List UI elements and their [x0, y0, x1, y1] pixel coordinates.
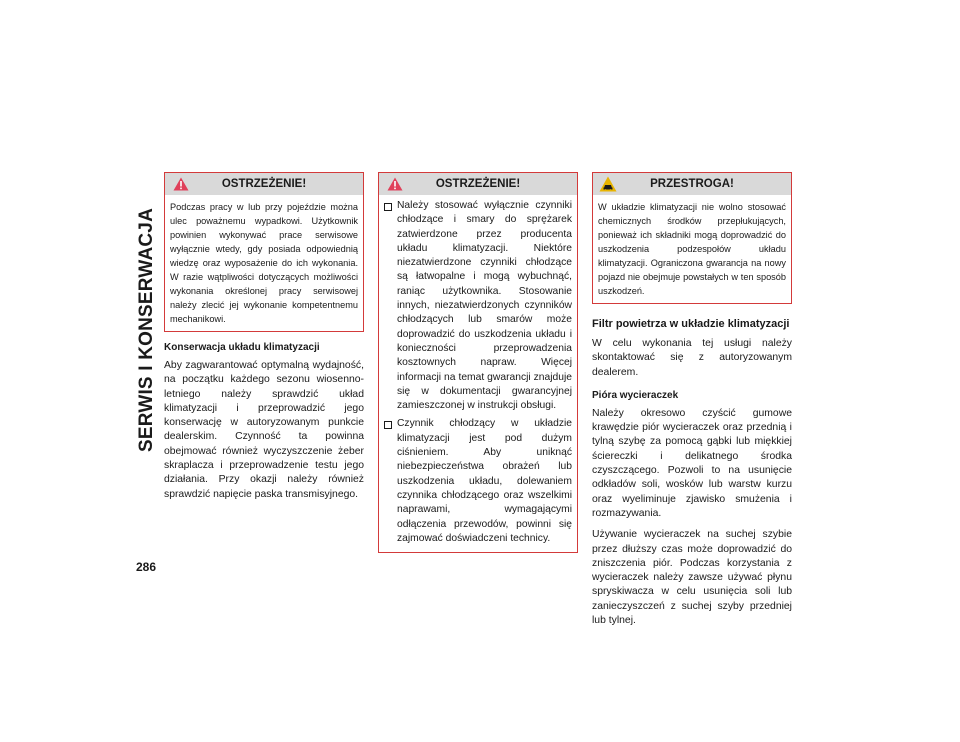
warning-box-1: [164, 172, 364, 332]
caution-box-body: W układzie klimatyzacji nie wolno stosować chemicznych środków przepłukujących, ponieważ ich składniki mogą doprowadzić do uszkodzenia podzespołów układu klimatyzacji. Ograniczona gwarancja na nowy pojazd nie obejmuje powstałych w ten sposób uszkodzeń.: [598, 202, 786, 296]
square-bullet-icon: [384, 203, 392, 211]
warning-box-2-title: OSTRZEŻENIE!: [435, 178, 521, 190]
column-3: [592, 172, 792, 635]
warning-box-1-body: Podczas pracy w lub przy pojeździe można ulec poważnemu wypadkowi. Użytkownik powinien wykonywać prace serwisowe wyłącznie wtedy, gdy posiada odpowiednią wiedzę oraz wyposażenie do ich wykonania. W razie wątpliwości dotyczących możliwości wykonania określonej pracy serwisowej należy zlecić jej wykonanie kompetentnemu mechanikowi.: [170, 202, 358, 324]
page-number: 286: [136, 560, 157, 574]
list-item-text: Czynnik chłodzący w układzie klimatyzacji jest pod dużym ciśnieniem. Aby uniknąć niebezpieczeństwa obrażeń lub uszkodzenia układu, dolewaniem czynnika chłodzącego oraz wszelkimi naprawami, wymagającymi odłączenia przewodów, powinni się zajmować doświadczeni technicy.: [397, 418, 572, 544]
warning-box-1-header: [165, 173, 363, 195]
wiper-blades-paragraph-2: Używanie wycieraczek na suchej szybie przez dłuższy czas może doprowadzić do zniszczenia piór. Podczas korzystania z wycieraczek należy zawsze używać płynu spryskiwacza w celu usunięcia soli lub zanieczyszczeń z suchej szyby przedniej lub tylnej.: [592, 529, 792, 627]
list-item: [384, 199, 572, 413]
wiper-blades-heading: Pióra wycieraczek: [592, 389, 679, 401]
list-item-text: Należy stosować wyłącznie czynniki chłodzące i smary do sprężarek zatwierdzone przez producenta układu klimatyzacji. Niektóre niezatwierdzone czynniki chłodzące są łatwopalne i mogą wybuchnąć, raniąc użytkownika. Stosowanie innych, niezatwierdzonych czynników chłodzących lub smarów może doprowadzić do uszkodzenia układu i konieczności przeprowadzenia kosztownych napraw. Więcej informacji na temat gwarancji znajduje się w dokumentacji gwarancyjnej zamieszczonej w instrukcji obsługi.: [397, 200, 572, 412]
list-item: [384, 417, 572, 546]
ac-filter-paragraph: W celu wykonania tej usługi należy skontaktować się z autoryzowanym dealerem.: [592, 338, 792, 378]
column-2: [378, 172, 578, 553]
warning-triangle-icon: [173, 177, 189, 191]
warning-box-1-title: OSTRZEŻENIE!: [221, 178, 307, 190]
wiper-blades-paragraph-1: Należy okresowo czyścić gumowe krawędzie piór wycieraczek oraz przednią i tylną szybę za pomocą gąbki lub miękkiej ściereczki i delikatnego środka czyszczącego. Pozwoli to na usunięcie odkładów soli, wosków lub warstw kurzu oraz wyeliminuje zjawisko smużenia i rozmazywania.: [592, 407, 792, 519]
warning-box-2-header: [379, 173, 577, 195]
warning-box-2-body: [379, 195, 577, 552]
warning-box-2: [378, 172, 578, 553]
ac-maintenance-paragraph: Aby zagwarantować optymalną wydajność, na początku każdego sezonu wiosenno-letniego należy sprawdzić układ klimatyzacji i przeprowadzić jego konserwację w autoryzowanym punkcie dealerskim. Czynność ta powinna obejmować również wyczyszczenie żeber skraplacza i przeprowadzenie testu jego działania. Przy okazji należy również sprawdzić napięcie paska transmisyjnego.: [164, 360, 364, 500]
ac-filter-heading: Filtr powietrza w układzie klimatyzacji: [592, 318, 790, 330]
caution-box-title: PRZESTROGA!: [650, 178, 734, 190]
car-caution-icon: [599, 176, 617, 192]
side-section-title: [136, 170, 158, 490]
side-title-text: SERWIS I KONSERWACJA: [136, 207, 157, 453]
column-1: [164, 172, 364, 509]
caution-box-header: [593, 173, 791, 195]
caution-box: [592, 172, 792, 304]
square-bullet-icon: [384, 421, 392, 429]
ac-maintenance-heading: Konserwacja układu klimatyzacji: [164, 342, 320, 353]
warning-triangle-icon: [387, 177, 403, 191]
